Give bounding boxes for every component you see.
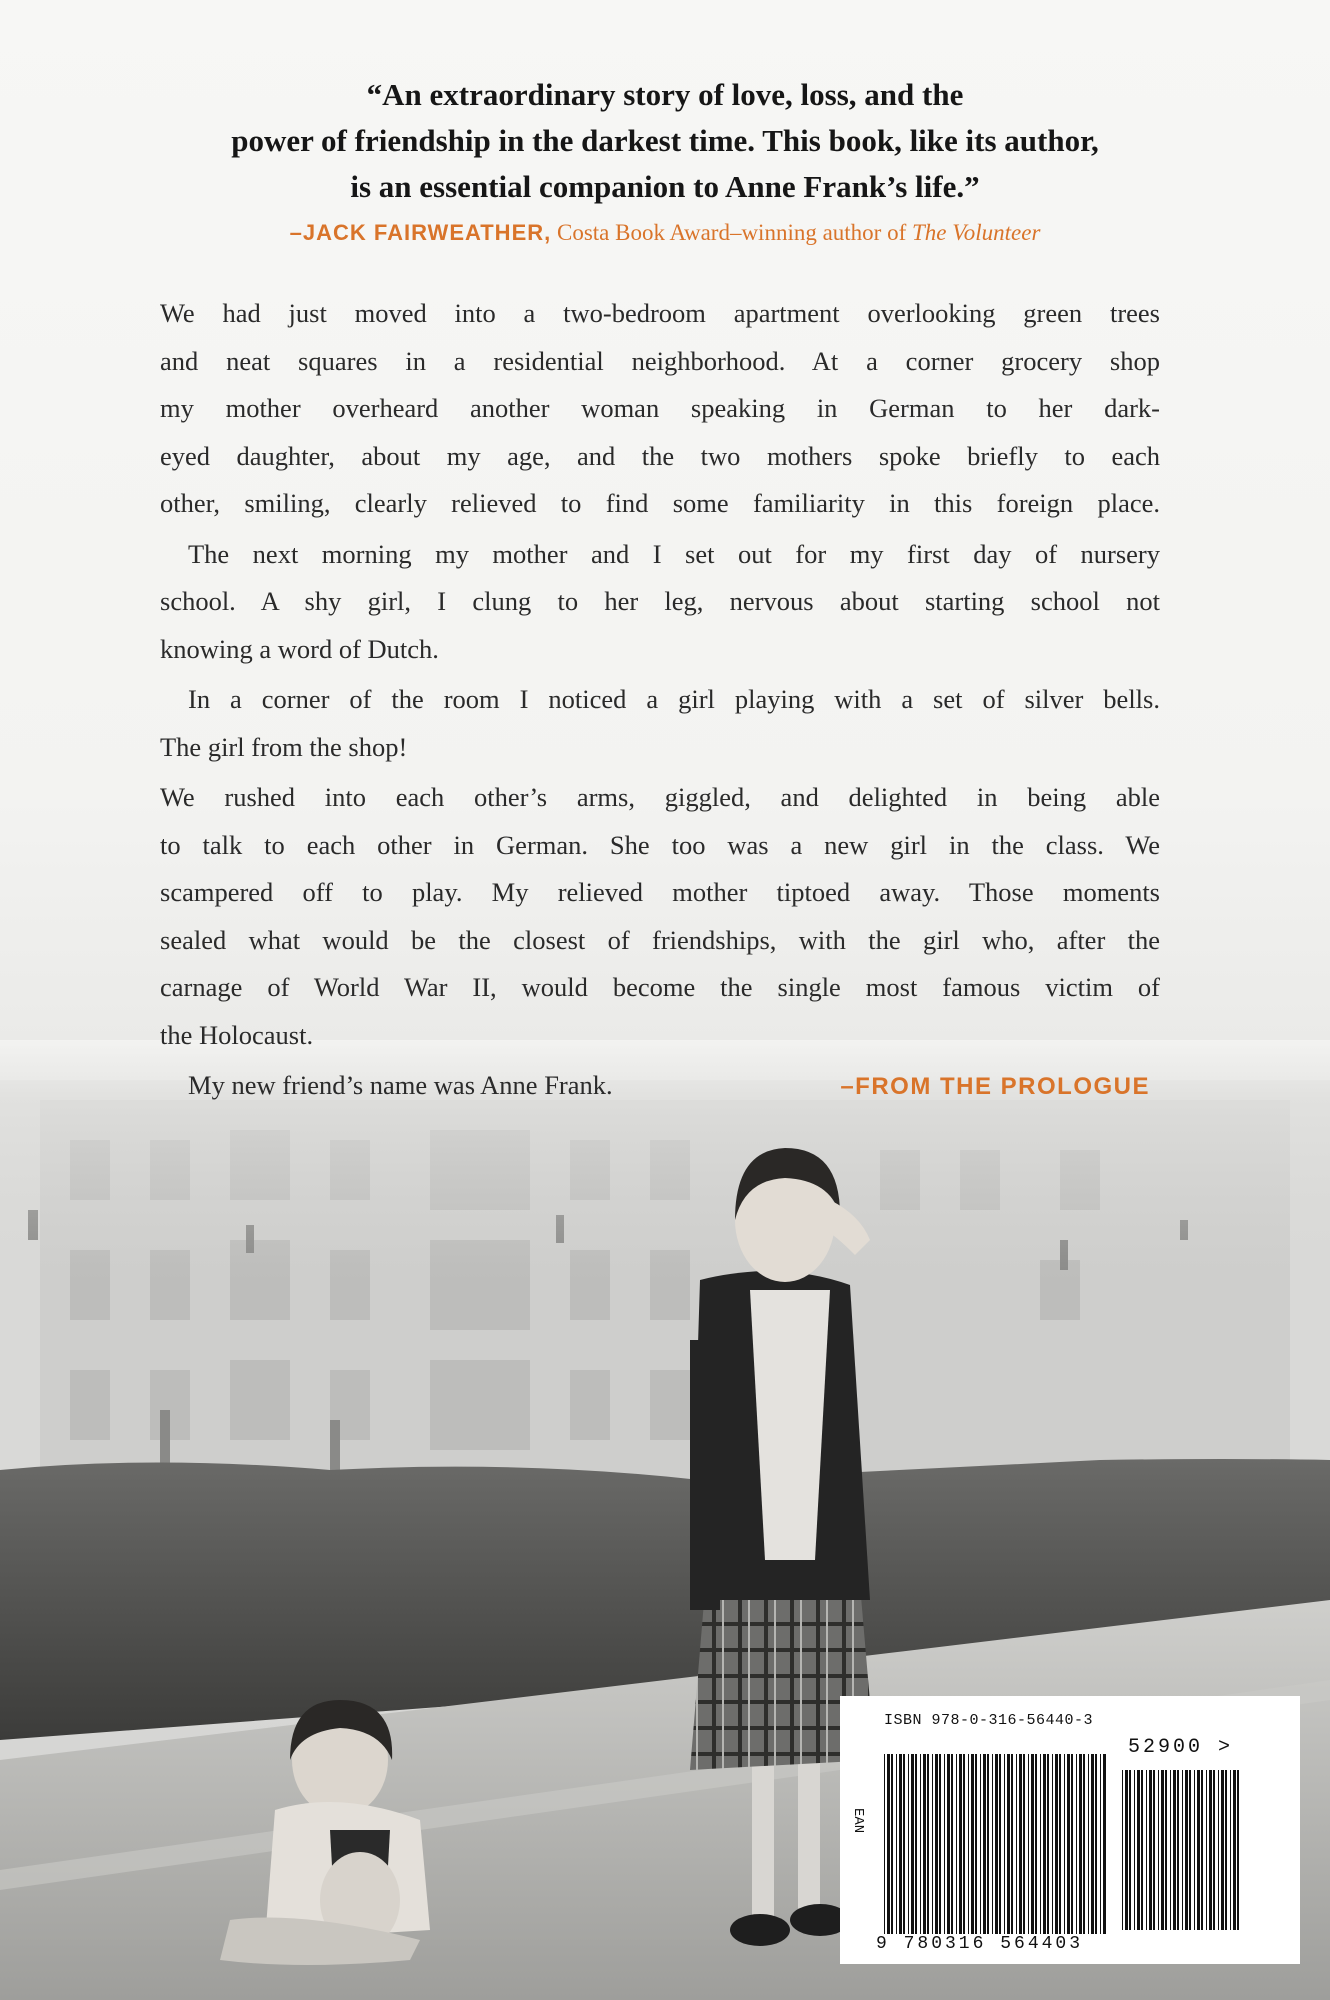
barcode-bar [999, 1754, 1001, 1934]
excerpt-line: the Holocaust. [160, 1019, 314, 1050]
barcode-bar [944, 1754, 945, 1934]
barcode-bar [995, 1754, 998, 1934]
ean-label [848, 1808, 868, 1834]
barcode-bar [1170, 1770, 1171, 1930]
barcode-bar [1088, 1754, 1089, 1934]
barcode-bar [983, 1754, 986, 1934]
barcode-bar [1225, 1770, 1227, 1930]
barcode-bar [1218, 1770, 1219, 1930]
barcode-bar [927, 1754, 929, 1934]
barcode-bar [1100, 1754, 1101, 1934]
barcode-bar [1213, 1770, 1215, 1930]
barcode-bar [1011, 1754, 1013, 1934]
price-barcode [1122, 1770, 1242, 1930]
barcode-bar [1189, 1770, 1191, 1930]
barcode-bar [923, 1754, 926, 1934]
excerpt-line: We rushed into each other’s arms, giggled, and delighted in being able [160, 782, 1160, 812]
barcode-bar [1023, 1754, 1025, 1934]
excerpt-line: The next morning my mother and I set out for my first day of nursery [188, 538, 1160, 569]
barcode-bar [1153, 1770, 1155, 1930]
barcode-bar [1004, 1754, 1005, 1934]
barcode-bar [1201, 1770, 1203, 1930]
excerpt-line: other, smiling, clearly relieved to find some familiarity in this foreign place. [160, 488, 1160, 518]
barcode-bar [1095, 1754, 1097, 1934]
barcode-bar [896, 1754, 897, 1934]
excerpt-line: In a corner of the room I noticed a girl playing with a set of silver bells. [188, 684, 1160, 714]
barcode-bar [939, 1754, 941, 1934]
barcode-bar [992, 1754, 993, 1934]
quote-attribution [110, 218, 1220, 248]
attribution-name: –JACK FAIRWEATHER, [289, 220, 552, 245]
barcode-bar [1083, 1754, 1085, 1934]
barcode-bar [1019, 1754, 1022, 1934]
excerpt-line: my mother overheard another woman speaking in German to her dark- [160, 393, 1160, 423]
barcode-bar [1134, 1770, 1135, 1930]
barcode-bar [1209, 1770, 1212, 1930]
barcode-bar [1230, 1770, 1231, 1930]
barcode-bar [1052, 1754, 1053, 1934]
barcode-bar [1040, 1754, 1041, 1934]
barcode-bar [887, 1754, 890, 1934]
quote-line: “An extraordinary story of love, loss, and the [366, 77, 964, 112]
barcode-bar [959, 1754, 962, 1934]
barcode-bar [1237, 1770, 1239, 1930]
isbn-barcode-box [840, 1696, 1300, 1964]
barcode-bar [1137, 1770, 1140, 1930]
prologue-excerpt [160, 290, 1160, 1110]
barcode-bar [1206, 1770, 1207, 1930]
quote-line: power of friendship in the darkest time. This book, like its author, [231, 123, 1099, 158]
excerpt-line: My new friend’s name was Anne Frank. [188, 1070, 613, 1100]
barcode-bar [911, 1754, 914, 1934]
barcode-bar [891, 1754, 893, 1934]
excerpt-line: scampered off to play. My relieved mother tiptoed away. Those moments [160, 877, 1160, 907]
barcode-bar [1221, 1770, 1224, 1930]
barcode-bar [903, 1754, 905, 1934]
attribution-text: Costa Book Award–winning author of [551, 220, 912, 245]
excerpt-line: We had just moved into a two-bedroom apartment overlooking green trees [160, 298, 1160, 328]
barcode-bar [1233, 1770, 1236, 1930]
barcode-bar [932, 1754, 933, 1934]
barcode-bar [1043, 1754, 1046, 1934]
barcode-bar [1141, 1770, 1143, 1930]
barcode-bar [1067, 1754, 1070, 1934]
barcode-bar [1182, 1770, 1183, 1930]
barcode-bar [1028, 1754, 1029, 1934]
excerpt-line: school. A shy girl, I clung to her leg, nervous about starting school not [160, 586, 1160, 616]
barcode-bar [915, 1754, 917, 1934]
barcode-bar [1177, 1770, 1179, 1930]
barcode-bar [1007, 1754, 1010, 1934]
ean-barcode [884, 1754, 1110, 1934]
excerpt-line: knowing a word of Dutch. [160, 633, 439, 664]
barcode-bar [935, 1754, 938, 1934]
price-code [1128, 1736, 1233, 1759]
barcode-bar [951, 1754, 953, 1934]
barcode-bar [1071, 1754, 1073, 1934]
barcode-bar [963, 1754, 965, 1934]
excerpt-line: The girl from the shop! [160, 731, 408, 762]
barcode-bar [920, 1754, 921, 1934]
barcode-bar [987, 1754, 989, 1934]
barcode-bar [1197, 1770, 1200, 1930]
barcode-bar [1055, 1754, 1058, 1934]
quote-line: is an essential companion to Anne Frank’s life.” [350, 169, 980, 204]
barcode-bar [975, 1754, 977, 1934]
barcode-bar [899, 1754, 902, 1934]
barcode-bar [1149, 1770, 1152, 1930]
attribution-book-title: The Volunteer [912, 220, 1041, 245]
barcode-bar [980, 1754, 981, 1934]
ean-label-text: EAN [850, 1808, 866, 1834]
barcode-digits: 9 780316 564403 [876, 1934, 1084, 1954]
barcode-bar [947, 1754, 950, 1934]
review-quote [110, 72, 1220, 210]
barcode-bar [1165, 1770, 1167, 1930]
barcode-bar [1035, 1754, 1037, 1934]
barcode-bar [1125, 1770, 1128, 1930]
barcode-bar [1146, 1770, 1147, 1930]
barcode-bar [971, 1754, 974, 1934]
barcode-bar [1103, 1754, 1106, 1934]
barcode-bar [956, 1754, 957, 1934]
price-arrow: > [1218, 1736, 1234, 1759]
barcode-bar [1185, 1770, 1188, 1930]
barcode-bar [1194, 1770, 1195, 1930]
excerpt-source: –FROM THE PROLOGUE [840, 1073, 1150, 1100]
excerpt-line: and neat squares in a residential neighborhood. At a corner grocery shop [160, 345, 1160, 376]
excerpt-line: carnage of World War II, would become the single most famous victim of [160, 972, 1160, 1002]
barcode-bar [1059, 1754, 1061, 1934]
barcode-bar [1173, 1770, 1176, 1930]
barcode-bar [1122, 1770, 1123, 1930]
isbn-text: ISBN 978-0-316-56440-3 [884, 1712, 1094, 1729]
barcode-bar [1016, 1754, 1017, 1934]
barcode-bar [968, 1754, 969, 1934]
barcode-bar [1047, 1754, 1049, 1934]
excerpt-line: eyed daughter, about my age, and the two mothers spoke briefly to each [160, 440, 1160, 471]
price-code-number: 52900 [1128, 1736, 1204, 1759]
barcode-bar [1129, 1770, 1131, 1930]
excerpt-line: to talk to each other in German. She too was a new girl in the class. We [160, 829, 1160, 860]
barcode-bar [1076, 1754, 1077, 1934]
barcode-bar [1031, 1754, 1034, 1934]
excerpt-line: sealed what would be the closest of friendships, with the girl who, after the [160, 924, 1160, 955]
barcode-bar [1158, 1770, 1159, 1930]
barcode-bar [1064, 1754, 1065, 1934]
barcode-bar [1079, 1754, 1082, 1934]
barcode-bar [1091, 1754, 1094, 1934]
barcode-bar [908, 1754, 909, 1934]
barcode-bar [1161, 1770, 1164, 1930]
barcode-bar [884, 1754, 885, 1934]
